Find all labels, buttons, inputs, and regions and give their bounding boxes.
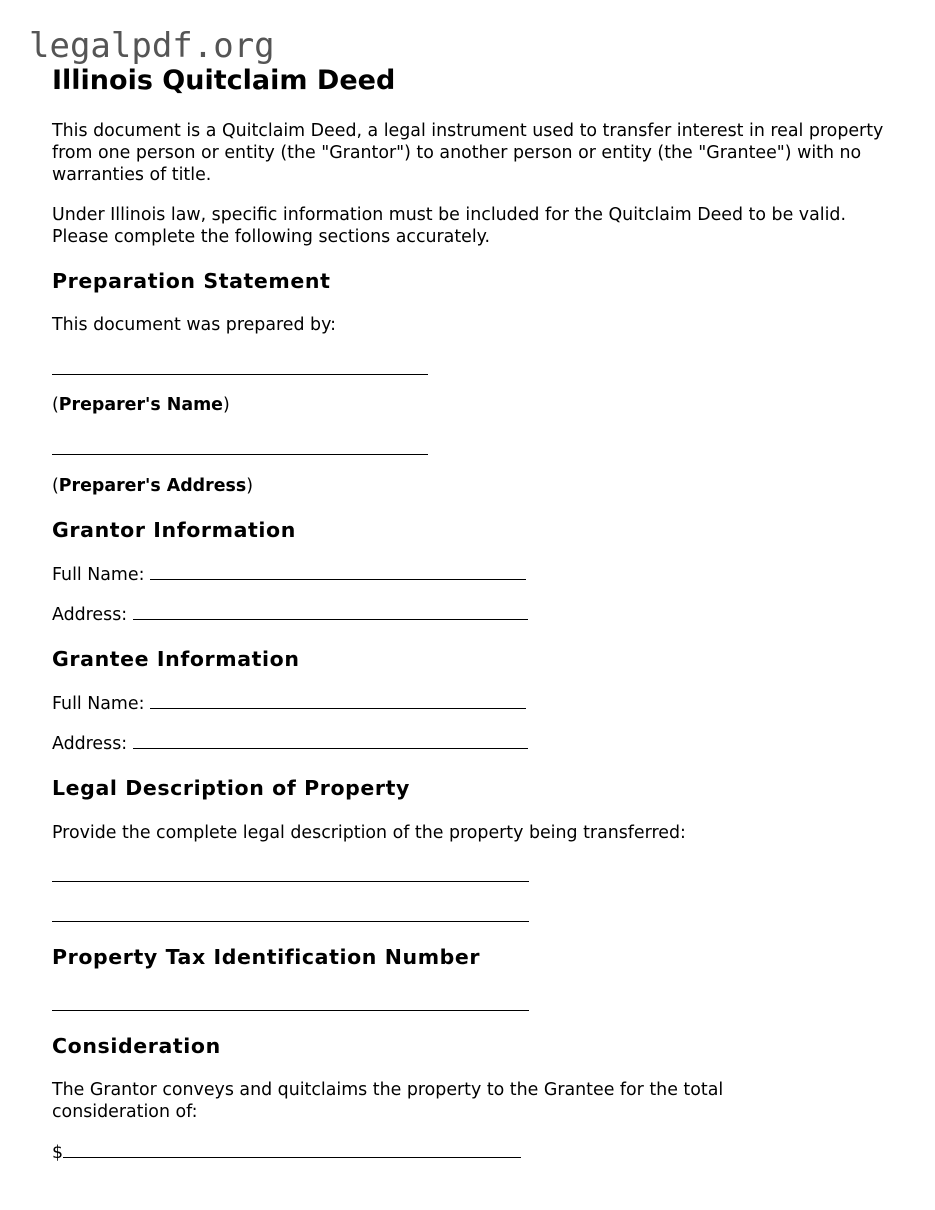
grantor-address-row (52, 604, 528, 626)
grantor-address-field[interactable] (133, 604, 528, 620)
prepared-by-text: This document was prepared by: (52, 315, 336, 335)
preparer-name-field[interactable] (52, 374, 428, 375)
legal-description-instruction: Provide the complete legal description of the property being transferred: (52, 823, 686, 843)
legal-description-heading: Legal Description of Property (52, 776, 410, 800)
grantee-heading: Grantee Information (52, 647, 300, 671)
grantee-address-row (52, 733, 528, 755)
grantee-address-label: Address: (52, 734, 128, 754)
grantee-address-field[interactable] (133, 733, 528, 749)
consideration-amount-field[interactable] (63, 1142, 521, 1158)
dollar-sign: $ (52, 1143, 64, 1163)
tax-id-field[interactable] (52, 1010, 529, 1011)
grantor-full-name-label: Full Name: (52, 565, 145, 585)
grantor-heading: Grantor Information (52, 518, 296, 542)
tax-id-heading: Property Tax Identification Number (52, 945, 481, 969)
legal-description-line-2[interactable] (52, 921, 529, 922)
legal-description-line-1[interactable] (52, 881, 529, 882)
grantee-full-name-label: Full Name: (52, 694, 145, 714)
grantee-full-name-row (52, 693, 526, 715)
watermark-logo: legalpdf.org (29, 26, 275, 66)
preparer-address-field[interactable] (52, 454, 428, 455)
consideration-heading: Consideration (52, 1034, 221, 1058)
grantor-full-name-row (52, 564, 526, 586)
intro-paragraph-1: This document is a Quitclaim Deed, a legal instrument used to transfer interest in real property from one person or entity (the "Grantor") to another person or entity (the "Grantee") with no warranties of title. (52, 121, 884, 185)
intro-paragraph-2: Under Illinois law, specific information must be included for the Quitclaim Deed to be valid. Please complete the following sections accurately. (52, 205, 846, 247)
preparation-heading: Preparation Statement (52, 269, 331, 293)
grantee-full-name-field[interactable] (150, 693, 526, 709)
preparer-address-label: (Preparer's Address) (52, 476, 254, 496)
consideration-text: The Grantor conveys and quitclaims the property to the Grantee for the total consideration of: (52, 1080, 724, 1122)
consideration-amount-row (52, 1142, 521, 1164)
grantor-address-label: Address: (52, 605, 128, 625)
document-title: Illinois Quitclaim Deed (52, 65, 396, 96)
grantor-full-name-field[interactable] (150, 564, 526, 580)
preparer-name-label: (Preparer's Name) (52, 395, 230, 415)
